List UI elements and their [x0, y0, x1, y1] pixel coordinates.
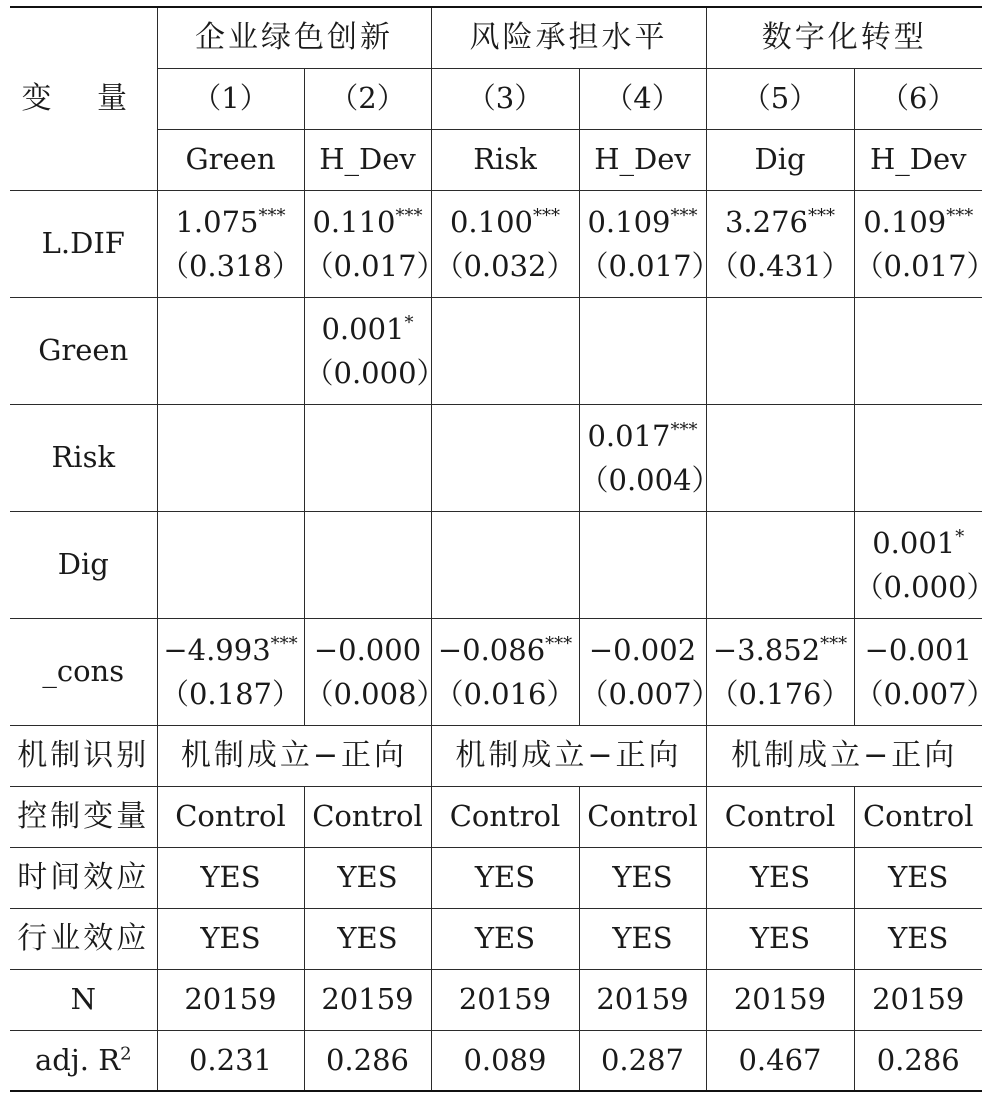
- ldif-stars-4: ***: [670, 204, 698, 226]
- ldif-coef-2: 0.110: [312, 204, 396, 239]
- cons-se-6: （0.007）: [854, 676, 996, 711]
- controls-value-5: Control: [706, 786, 854, 847]
- row-label-green: Green: [10, 297, 157, 404]
- column-number-5: （5）: [706, 68, 854, 129]
- time-effect-value-3: YES: [431, 847, 579, 908]
- ldif-se-3: （0.032）: [434, 248, 576, 283]
- ldif-coef-6: 0.109: [863, 204, 947, 239]
- cons-coef-5: −3.852: [712, 632, 821, 667]
- risk-cell-1: [157, 404, 304, 511]
- cons-cell-6: [854, 618, 996, 725]
- ldif-stars-1: ***: [258, 204, 286, 226]
- dependent-var-1: Green: [157, 129, 304, 190]
- cons-coef-3: −0.086: [437, 632, 546, 667]
- mechanism-row: [10, 725, 982, 786]
- cons-coef-4: −0.002: [588, 632, 697, 667]
- green-coef-2: 0.001: [321, 311, 405, 346]
- dig-cell-2: [304, 511, 431, 618]
- dependent-var-4: H_Dev: [579, 129, 706, 190]
- mechanism-value-3: 机制成立−正向: [706, 725, 982, 786]
- cons-cell-2: [304, 618, 446, 725]
- time-effect-value-2: YES: [304, 847, 431, 908]
- ldif-se-1: （0.318）: [159, 248, 302, 283]
- controls-value-6: Control: [854, 786, 982, 847]
- controls-row: [10, 786, 982, 847]
- n-value-3: 20159: [431, 969, 579, 1030]
- industry-effect-value-5: YES: [706, 908, 854, 969]
- adj-r2-value-6: 0.286: [854, 1030, 982, 1091]
- row-label-ldif: L.DIF: [10, 190, 157, 297]
- cons-se-4: （0.007）: [579, 676, 721, 711]
- adj-r2-value-3: 0.089: [431, 1030, 579, 1091]
- cons-cell-5: [706, 618, 854, 725]
- controls-value-1: Control: [157, 786, 304, 847]
- time-effect-value-4: YES: [579, 847, 706, 908]
- adj-r2-value-2: 0.286: [304, 1030, 431, 1091]
- industry-effect-value-4: YES: [579, 908, 706, 969]
- ldif-cell-5: [706, 190, 854, 297]
- adj-r2-value-1: 0.231: [157, 1030, 304, 1091]
- dependent-var-2: H_Dev: [304, 129, 431, 190]
- green-cell-3: [431, 297, 579, 404]
- dig-cell-4: [579, 511, 706, 618]
- ldif-cell-2: [304, 190, 446, 297]
- ldif-coef-4: 0.109: [587, 204, 671, 239]
- cons-coef-2: −0.000: [313, 632, 422, 667]
- cons-se-5: （0.176）: [709, 676, 851, 711]
- adj-r2-value-5: 0.467: [706, 1030, 854, 1091]
- mechanism-value-2: 机制成立−正向: [431, 725, 706, 786]
- adj-r2-value-4: 0.287: [579, 1030, 706, 1091]
- dig-cell-3: [431, 511, 579, 618]
- ldif-coef-5: 3.276: [724, 204, 809, 239]
- green-cell-5: [706, 297, 854, 404]
- cons-se-3: （0.016）: [434, 676, 576, 711]
- cons-stars-3: ***: [545, 632, 573, 654]
- green-row: [10, 297, 982, 404]
- group-header-risk-taking: 风险承担水平: [431, 7, 706, 68]
- controls-value-2: Control: [304, 786, 431, 847]
- mechanism-value-1: 机制成立−正向: [157, 725, 431, 786]
- row-label-mechanism: 机制识别: [10, 725, 157, 786]
- green-stars-2: *: [404, 311, 414, 333]
- adj-r2-label-text: adj. R: [34, 1042, 121, 1077]
- cons-se-2: （0.008）: [304, 676, 446, 711]
- cons-cell-3: [431, 618, 579, 725]
- variable-header: 变 量: [10, 7, 157, 190]
- risk-cell-4: [579, 404, 721, 511]
- dig-se-6: （0.000）: [854, 569, 996, 604]
- ldif-coef-1: 1.075: [175, 204, 259, 239]
- n-value-2: 20159: [304, 969, 431, 1030]
- green-se-2: （0.000）: [304, 355, 446, 390]
- cons-cell-1: [157, 618, 304, 725]
- column-number-2: （2）: [304, 68, 431, 129]
- time-effect-value-6: YES: [854, 847, 982, 908]
- n-value-1: 20159: [157, 969, 304, 1030]
- row-label-risk: Risk: [10, 404, 157, 511]
- ldif-row: [10, 190, 982, 297]
- header-group-row: [10, 7, 982, 68]
- time-effect-value-1: YES: [157, 847, 304, 908]
- adj-r2-row: [10, 1030, 982, 1091]
- green-cell-6: [854, 297, 982, 404]
- cons-cell-4: [579, 618, 721, 725]
- dig-stars-6: *: [955, 525, 965, 547]
- group-header-digital-transformation: 数字化转型: [706, 7, 982, 68]
- ldif-se-2: （0.017）: [304, 248, 446, 283]
- cons-coef-1: −4.993: [163, 632, 271, 667]
- ldif-stars-6: ***: [946, 204, 974, 226]
- industry-effect-value-2: YES: [304, 908, 431, 969]
- row-label-n: N: [10, 969, 157, 1030]
- row-label-controls: 控制变量: [10, 786, 157, 847]
- ldif-stars-2: ***: [395, 204, 423, 226]
- n-value-5: 20159: [706, 969, 854, 1030]
- dig-cell-6: [854, 511, 996, 618]
- mechanism-regression-table: [10, 6, 996, 1092]
- column-number-4: （4）: [579, 68, 706, 129]
- ldif-cell-6: [854, 190, 996, 297]
- ldif-coef-3: 0.100: [449, 204, 534, 239]
- risk-cell-6: [854, 404, 982, 511]
- column-number-6: （6）: [854, 68, 982, 129]
- risk-cell-5: [706, 404, 854, 511]
- n-value-4: 20159: [579, 969, 706, 1030]
- column-number-3: （3）: [431, 68, 579, 129]
- ldif-cell-4: [579, 190, 721, 297]
- cons-se-1: （0.187）: [159, 676, 302, 711]
- dig-cell-1: [157, 511, 304, 618]
- cons-row: [10, 618, 982, 725]
- industry-effect-value-3: YES: [431, 908, 579, 969]
- cons-stars-5: ***: [820, 632, 848, 654]
- dig-cell-5: [706, 511, 854, 618]
- green-cell-4: [579, 297, 706, 404]
- dig-coef-6: 0.001: [872, 525, 956, 560]
- controls-value-4: Control: [579, 786, 706, 847]
- group-header-green-innovation: 企业绿色创新: [157, 7, 431, 68]
- adj-r2-label-sup: 2: [120, 1043, 132, 1065]
- risk-se-4: （0.004）: [579, 462, 721, 497]
- time-effect-row: [10, 847, 982, 908]
- row-label-dig: Dig: [10, 511, 157, 618]
- ldif-se-6: （0.017）: [854, 248, 996, 283]
- regression-table-container: [10, 6, 996, 1092]
- dependent-var-5: Dig: [706, 129, 854, 190]
- controls-value-3: Control: [431, 786, 579, 847]
- row-label-cons: _cons: [10, 618, 157, 725]
- cons-coef-6: −0.001: [864, 632, 972, 667]
- ldif-cell-3: [431, 190, 579, 297]
- industry-effect-value-6: YES: [854, 908, 982, 969]
- n-value-6: 20159: [854, 969, 982, 1030]
- risk-cell-3: [431, 404, 579, 511]
- dependent-var-3: Risk: [431, 129, 579, 190]
- ldif-se-5: （0.431）: [709, 248, 851, 283]
- risk-cell-2: [304, 404, 431, 511]
- risk-row: [10, 404, 982, 511]
- risk-coef-4: 0.017: [587, 418, 671, 453]
- cons-stars-1: ***: [270, 632, 298, 654]
- ldif-stars-3: ***: [533, 204, 561, 226]
- n-row: [10, 969, 982, 1030]
- time-effect-value-5: YES: [706, 847, 854, 908]
- ldif-se-4: （0.017）: [579, 248, 721, 283]
- green-cell-1: [157, 297, 304, 404]
- row-label-industry-effect: 行业效应: [10, 908, 157, 969]
- risk-stars-4: ***: [670, 418, 698, 440]
- column-number-1: （1）: [157, 68, 304, 129]
- dig-row: [10, 511, 982, 618]
- industry-effect-value-1: YES: [157, 908, 304, 969]
- green-cell-2: [304, 297, 446, 404]
- industry-effect-row: [10, 908, 982, 969]
- row-label-adj-r2: [10, 1030, 157, 1091]
- ldif-cell-1: [157, 190, 304, 297]
- ldif-stars-5: ***: [808, 204, 836, 226]
- row-label-time-effect: 时间效应: [10, 847, 157, 908]
- dependent-var-6: H_Dev: [854, 129, 982, 190]
